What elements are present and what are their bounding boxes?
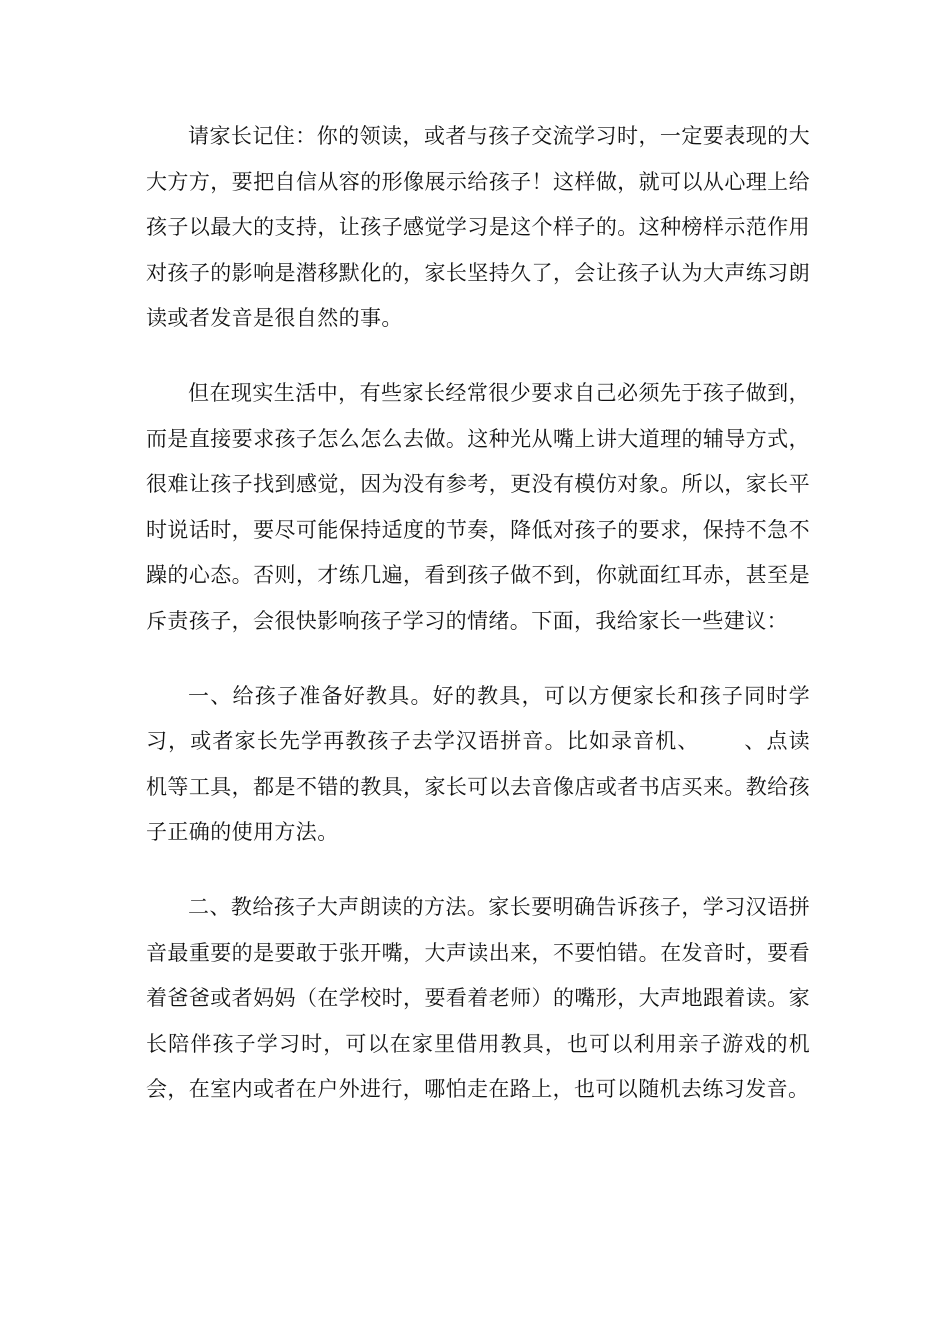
paragraph-suggestion-teaching-tools-part2: 、点读机等工具，都是不错的教具，家长可以去音像店或者书店买来。教给孩子正确的使用方法。 [146,729,811,845]
paragraph-suggestion-teaching-tools-part1: 一、给孩子准备好教具。好的教具，可以方便家长和孩子同时学习，或者家长先学再教孩子去学汉语拼音。比如录音机、 [146,683,810,754]
paragraph-suggestion-read-aloud: 二、教给孩子大声朗读的方法。家长要明确告诉孩子，学习汉语拼音最重要的是要敢于张开嘴，大声读出来，不要怕错。在发音时，要看着爸爸或者妈妈（在学校时，要看着老师）的嘴形，大声地跟着读。家长陪伴孩子学习时，可以在家里借用教具，也可以利用亲子游戏的机会，在室内或者在户外进行，哪怕走在路上，也可以随机去练习发音。 [146,894,810,1102]
paragraph-reality: 但在现实生活中，有些家长经常很少要求自己必须先于孩子做到，而是直接要求孩子怎么怎么去做。这种光从嘴上讲大道理的辅导方式，很难让孩子找到感觉，因为没有参考，更没有模仿对象。所以，家长平时说话时，要尽可能保持适度的节奏，降低对孩子的要求，保持不急不躁的心态。否则，才练几遍，看到孩子做不到，你就面红耳赤，甚至是斥责孩子，会很快影响孩子学习的情绪。下面，我给家长一些建议： [146,380,810,633]
document-body [146,114,810,1113]
paragraph-suggestion-teaching-tools [146,674,810,856]
paragraph-role-model: 请家长记住：你的领读，或者与孩子交流学习时，一定要表现的大大方方，要把自信从容的形像展示给孩子！这样做，就可以从心理上给孩子以最大的支持，让孩子感觉学习是这个样子的。这种榜样示范作用对孩子的影响是潜移默化的，家长坚持久了，会让孩子认为大声练习朗读或者发音是很自然的事。 [146,124,810,331]
